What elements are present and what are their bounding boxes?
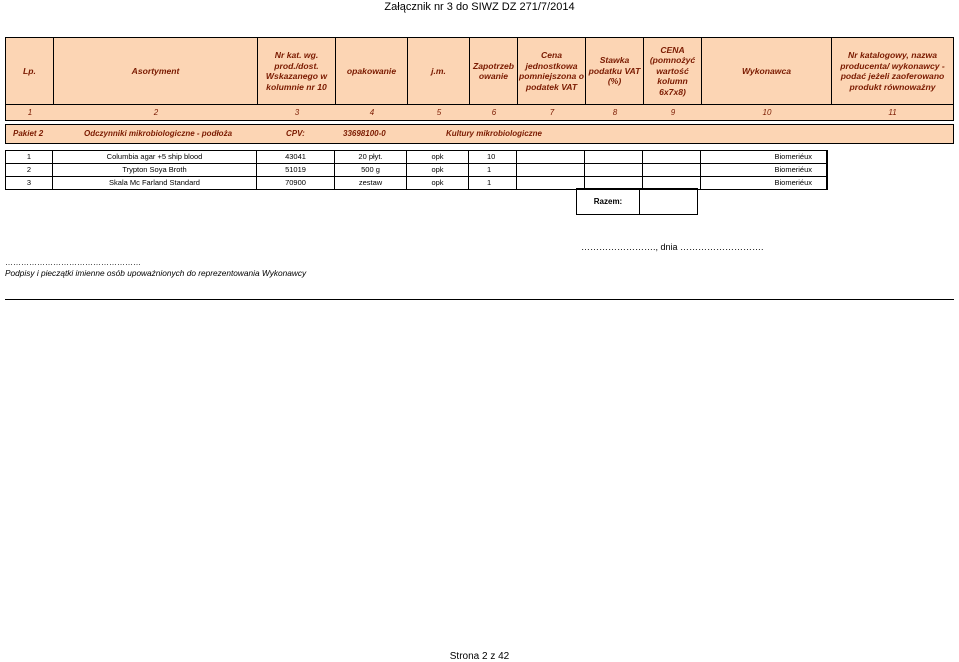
cpv-label: CPV: (286, 129, 305, 138)
cell-stawka (585, 164, 643, 176)
col-stawka: Stawka podatku VAT (%) (586, 38, 644, 104)
cell-jm: opk (407, 177, 469, 189)
cell-wykonawca: Biomeriéux (701, 164, 828, 176)
cell-lp: 3 (5, 177, 53, 189)
col-number: 9 (670, 108, 676, 117)
col-number: 5 (436, 108, 442, 117)
cell-lp: 1 (5, 151, 53, 163)
table-row (5, 150, 828, 164)
page-header: Załącznik nr 3 do SIWZ DZ 271/7/2014 (384, 1, 575, 13)
items-table (5, 150, 828, 190)
cpv-code: 33698100-0 (343, 129, 386, 138)
cell-zap: 1 (469, 164, 517, 176)
col-number: 10 (762, 108, 772, 117)
cell-opak: zestaw (335, 177, 407, 189)
cell-nr: 43041 (257, 151, 335, 163)
col-lp: Lp. (6, 38, 54, 104)
col-jm: j.m. (408, 38, 470, 104)
cell-cena (643, 151, 701, 163)
cell-nr: 70900 (257, 177, 335, 189)
razem-label: Razem: (577, 189, 640, 214)
col-opakowanie: opakowanie (336, 38, 408, 104)
divider-line (5, 299, 954, 300)
cell-lp: 2 (5, 164, 53, 176)
signature-dots: …………………………………………… (5, 258, 141, 267)
cell-asortyment: Trypton Soya Broth (53, 164, 257, 176)
col-nr-katalogowy: Nr katalogowy, nazwa producenta/ wykonawcy - podać jeżeli zaoferowano produkt równoważny (840, 50, 945, 92)
cell-cena-jedn (517, 164, 585, 176)
cell-opak: 500 g (335, 164, 407, 176)
cell-cena (643, 164, 701, 176)
cell-nr: 51019 (257, 164, 335, 176)
cell-cena-jedn (517, 151, 585, 163)
col-number: 4 (369, 108, 375, 117)
col-asortyment: Asortyment (54, 38, 258, 104)
cell-asortyment: Columbia agar +5 ship blood (53, 151, 257, 163)
col-number: 8 (612, 108, 618, 117)
col-nr-kat: Nr kat. wg. prod./dost. Wskazanego w kolumnie nr 10 (258, 38, 336, 104)
col-number: 1 (27, 108, 33, 117)
cell-jm: opk (407, 151, 469, 163)
table-header (5, 37, 954, 105)
col-number: 3 (294, 108, 300, 117)
cell-opak: 20 płyt. (335, 151, 407, 163)
page-footer: Strona 2 z 42 (449, 651, 510, 662)
col-number: 7 (549, 108, 555, 117)
cell-zap: 1 (469, 177, 517, 189)
cell-cena-jedn (517, 177, 585, 189)
razem-box (576, 188, 698, 215)
table-row (5, 177, 828, 190)
column-numbers-row (5, 105, 954, 121)
cell-stawka (585, 151, 643, 163)
pakiet-label: Pakiet 2 (13, 129, 44, 138)
pakiet-row (5, 124, 954, 144)
cell-asortyment: Skala Mc Farland Standard (53, 177, 257, 189)
col-number: 6 (491, 108, 497, 117)
table-row (5, 164, 828, 177)
pakiet-name: Odczynniki mikrobiologiczne - podłoża (84, 129, 233, 138)
col-zapotrzebowanie: Zapotrzeb owanie (470, 38, 518, 104)
date-line: ……………………., dnia ………………………. (581, 242, 764, 252)
col-wykonawca: Wykonawca (702, 38, 832, 104)
cell-zap: 10 (469, 151, 517, 163)
col-cena: CENA (pomnożyć wartość kolumn 6x7x8) (644, 38, 702, 104)
signature-caption: Podpisy i pieczątki imienne osób upoważnionych do reprezentowania Wykonawcy (5, 268, 307, 278)
col-cena-jedn: Cena jednostkowa pomniejszona o podatek VAT (518, 38, 586, 104)
cpv-name: Kultury mikrobiologiczne (446, 129, 543, 138)
cell-wykonawca: Biomeriéux (701, 177, 828, 189)
col-number: 11 (888, 108, 897, 117)
cell-jm: opk (407, 164, 469, 176)
col-number: 2 (153, 108, 159, 117)
cell-wykonawca: Biomeriéux (701, 151, 828, 163)
